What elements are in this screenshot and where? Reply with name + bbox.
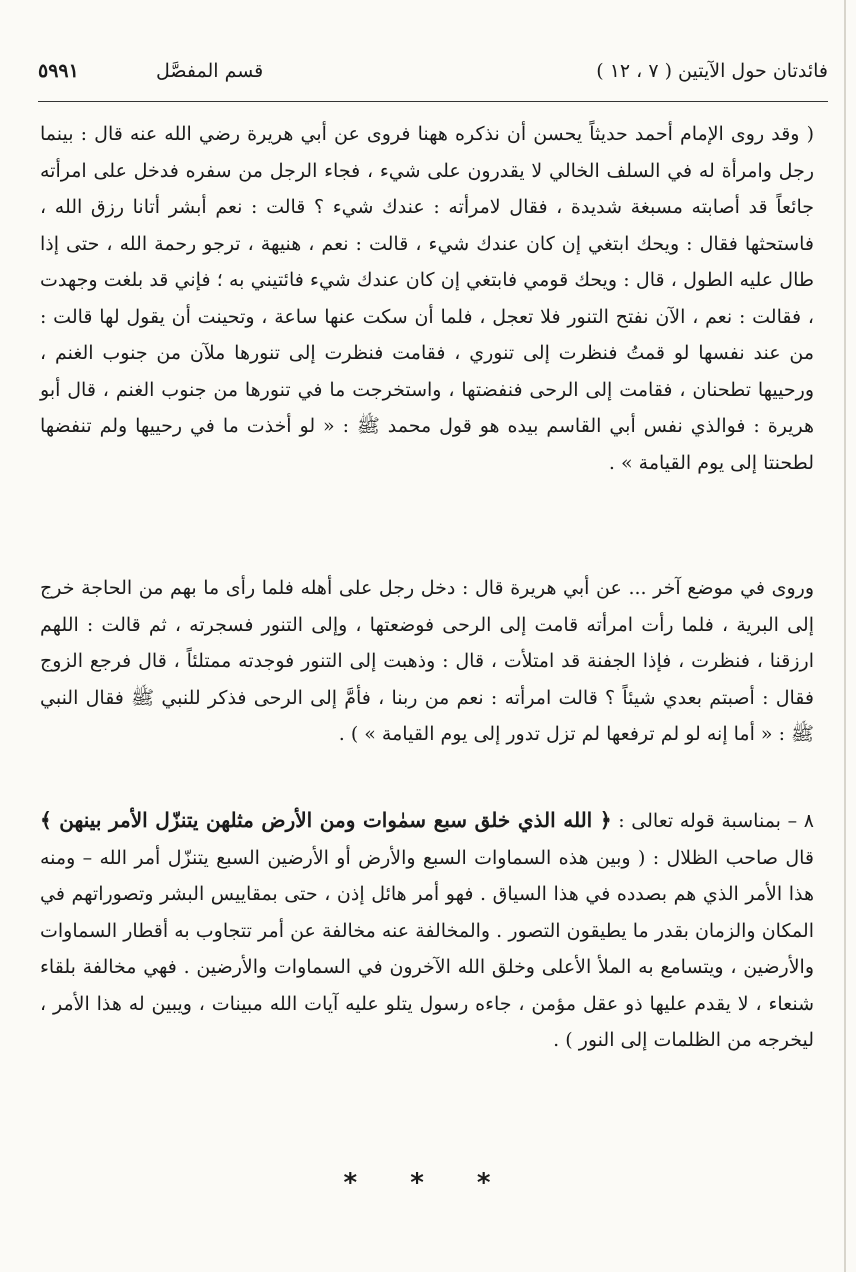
section-separator: * * * [343,1168,513,1198]
chapter-title: فائدتان حول الآيتين ( ٧ ، ١٢ ) [596,60,828,82]
paragraph-text [40,802,814,1059]
paragraph-text: ( وقد روى الإمام أحمد حديثاً يحسن أن نذكره ههنا فروى عن أبي هريرة رضي الله عنه قال : بينما رجل وامرأة له في السلف الخالي لا يقدرون على شيء ، فجاء الرجل من سفره فدخل على امرأته جائعاً قد أصابته مسبغة شديدة ، فقال لامرأته : عندك شيء ؟ قالت : نعم أبشر أتانا رزق الله ، فاستحثها فقال : ويحك ابتغي إن كان عندك شيء ، قالت : نعم ، هنيهة ، ترجو رحمة الله ، حتى إذا طال عليه الطول ، قال : ويحك قومي فابتغي إن كان عندك شيء فائتيني به ؛ فإني قد بلغت وجهدت ، فقالت : نعم ، الآن نفتح التنور فلا تعجل ، فلما أن سكت عنها ساعة ، وتحينت أن يقول لها قالت : من عند نفسها لو قمتُ فنظرت إلى تنوري ، فقامت فنظرت إلى تنورها ملآن من جنوب الغنم ، ورحييها تطحنان ، فقامت إلى الرحى فنفضتها ، واستخرجت ما في تنورها من جنوب الغنم ، قال أبو هريرة : فوالذي نفس أبي القاسم بيده هو قول محمد ﷺ : « لو أخذت ما في رحييها ولم تنفضها لطحنتا إلى يوم القيامة » . [40,123,814,474]
note-body: قال صاحب الظلال : ( وبين هذه السماوات السبع والأرض أو الأرضين السبع يتنزّل أمر الله – ومنه هذا الأمر الذي هم بصدده في هذا السياق . فهو أمر هائل إذن ، حتى بمقاييس البشر وتصوراتهم في المكان والزمان بقدر ما يطيقون التصور . والمخالفة عنه مخالفة عن أمر تتجاوب به أقطار السماوات والأرضين ، ويتسامع به الملأ الأعلى وخلق الله الآخرون في السماوات والأرضين . فهي مخالفة بلقاء شنعاء ، لا يقدم عليها ذو عقل مؤمن ، جاءه رسول يتلو عليه آيات الله مبينات ، ويبين له هذا الأمر ، ليخرجه من الظلمات إلى النور ) . [40,846,814,1051]
note-lead: ٨ – بمناسبة قوله تعالى : [618,810,814,832]
paragraph-text: وروى في موضع آخر ... عن أبي هريرة قال : دخل رجل على أهله فلما رأى ما بهم من الحاجة خرج إلى البرية ، فلما رأت امرأته قامت إلى الرحى فوضعتها ، وإلى التنور فسجرته ، ثم قالت : اللهم ارزقنا ، فنظرت ، فإذا الجفنة قد امتلأت ، قال : وذهبت إلى التنور فوجدته ممتلئاً ، قال فرجع الزوج فقال : أصبتم بعدي شيئاً ؟ قالت امرأته : نعم من ربنا ، فأمَّ إلى الرحى فذكر للنبي ﷺ فقال النبي ﷺ : « أما إنه لو لم ترفعها لم تزل تدور إلى يوم القيامة » ) . [40,577,814,745]
header-divider [38,101,828,102]
running-header [38,58,828,98]
paragraph-hadith-ahmad [40,116,814,481]
page-number: ٥٩٩١ [38,60,79,82]
paragraph-note-8 [40,802,814,1059]
section-name: قسم المفصَّل [156,60,264,82]
page-edge [844,0,846,1272]
paragraph-hadith-second [40,570,814,753]
quran-verse: ﴿ الله الذي خلق سبع سمٰوات ومن الأرض مثلهن يتنزّل الأمر بينهن ﴾ [40,808,612,832]
